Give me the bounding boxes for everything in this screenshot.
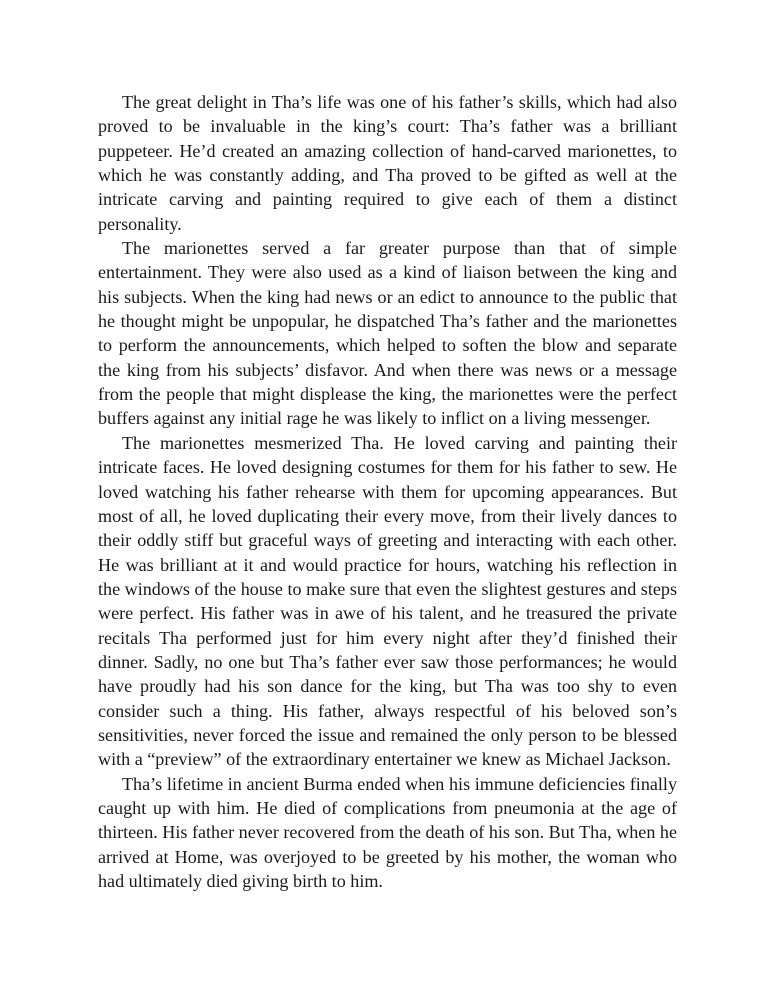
paragraph-tha-lifetime-ended: Tha’s lifetime in ancient Burma ended when his immune deficiencies finally caught up with him. He died of complications from pneumonia at the age of thirteen. His father never recovered from the death of his son. But Tha, when he arrived at Home, was overjoyed to be greeted by his mother, the woman who had ultimately died giving birth to him.: [98, 773, 677, 891]
body-text: [98, 90, 677, 893]
paragraph-tha-mesmerized: The marionettes mesmerized Tha. He loved carving and painting their intricate faces. He loved designing costumes for them for his father to sew. He loved watching his father rehearse with them for upcoming appearances. But most of all, he loved duplicating their every move, from their lively dances to their oddly stiff but graceful ways of greeting and interacting with each other. He was brilliant at it and would practice for hours, watching his reflection in the windows of the house to make sure that even the slightest gestures and steps were perfect. His father was in awe of his talent, and he treasured the private recitals Tha performed just for him every night after they’d finished their dinner. Sadly, no one but Tha’s father ever saw those performances; he would have proudly had his son dance for the king, but Tha was too shy to even consider such a thing. His father, always respectful of his beloved son’s sensitivities, never forced the issue and remained the only person to be blessed with a “preview” of the extraordinary entertainer we knew as Michael Jackson.: [98, 432, 677, 770]
paragraph-marionettes-purpose: The marionettes served a far greater purpose than that of simple entertainment. They were also used as a kind of liaison between the king and his subjects. When the king had news or an edict to announce to the public that he thought might be unpopular, he dispatched Tha’s father and the marionettes to perform the announcements, which helped to soften the blow and separate the king from his subjects’ disfavor. And when there was news or a message from the people that might displease the king, the marionettes were the perfect buffers against any initial rage he was likely to inflict on a living messenger.: [98, 238, 677, 429]
paragraph-puppeteer: The great delight in Tha’s life was one of his father’s skills, which had also proved to be invaluable in the king’s court: Tha’s father was a brilliant puppeteer. He’d created an amazing collection of hand-carved marionettes, to which he was constantly adding, and Tha proved to be gifted as well at the intricate carving and painting required to give each of them a distinct personality.: [98, 92, 677, 234]
